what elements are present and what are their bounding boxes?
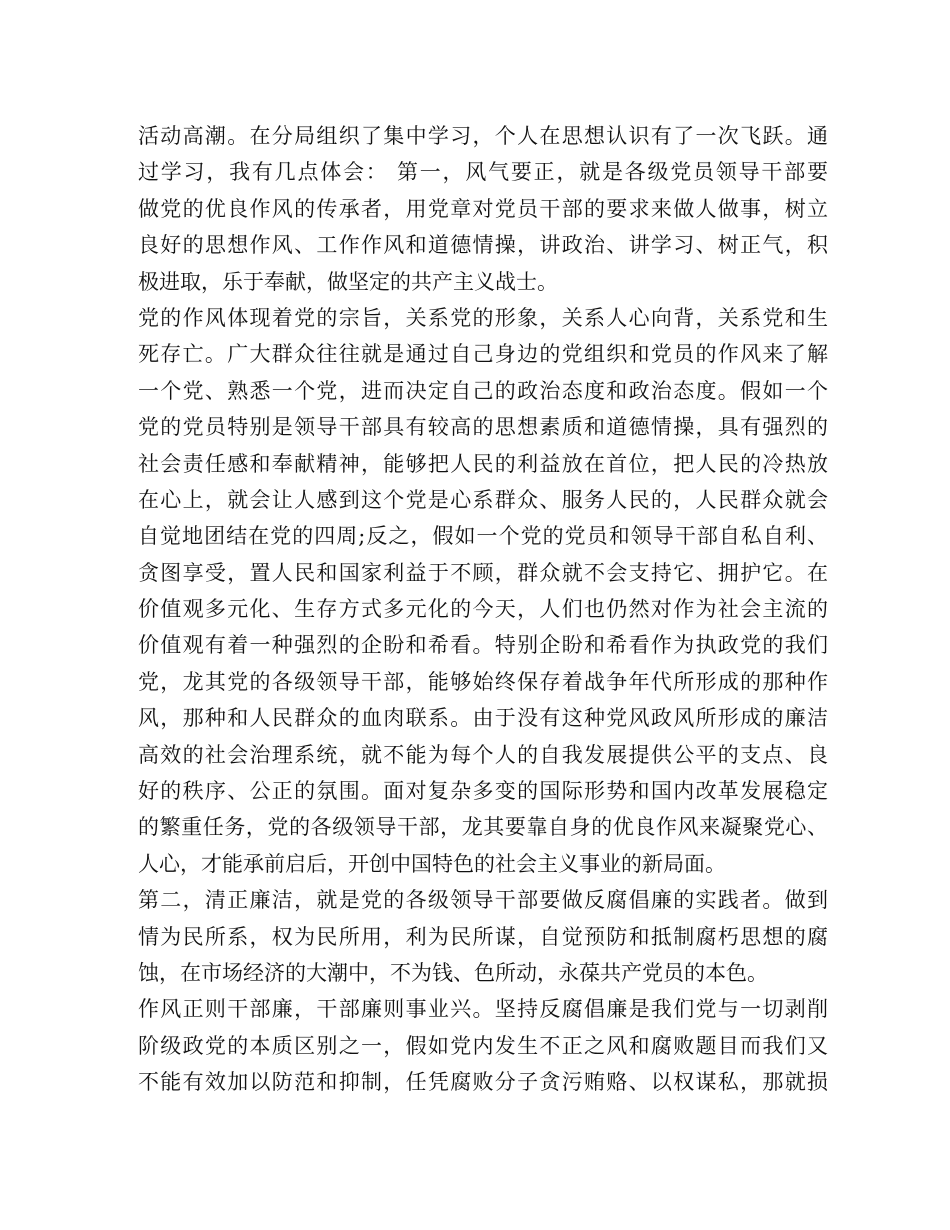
text-line: 贪图享受，置人民和国家利益于不顾，群众就不会支持它、拥护它。在 [138,560,828,585]
text-line: 过学习，我有几点体会： 第一，风气要正，就是各级党员领导干部要 [138,160,828,185]
text-line: 价值观多元化、生存方式多元化的今天，人们也仍然对作为社会主流的 [138,597,828,622]
text-line: 情为民所系，权为民所用，利为民所谋，自觉预防和抵制腐朽思想的腐 [138,924,828,949]
text-line: 作风正则干部廉，干部廉则事业兴。坚持反腐倡廉是我们党与一切剥削 [138,997,828,1022]
text-line: 风，那种和人民群众的血肉联系。由于没有这种党风政风所形成的廉洁 [138,706,828,731]
document-page [138,118,828,1101]
text-line: 极进取，乐于奉献，做坚定的共产主义战士。 [138,269,558,294]
text-line: 自觉地团结在党的四周;反之，假如一个党的党员和领导干部自私自利、 [138,524,828,549]
text-line: 在心上，就会让人感到这个党是心系群众、服务人民的，人民群众就会 [138,487,828,512]
text-line: 不能有效加以防范和抑制，任凭腐败分子贪污贿赂、以权谋私，那就损 [138,1070,828,1095]
text-line: 好的秩序、公正的氛围。面对复杂多变的国际形势和国内改革发展稳定 [138,779,828,804]
text-line: 第二，清正廉洁，就是党的各级领导干部要做反腐倡廉的实践者。做到 [138,888,828,913]
text-line: 良好的思想作风、工作作风和道德情操，讲政治、讲学习、树正气，积 [138,233,828,258]
text-line: 阶级政党的本质区别之一，假如党内发生不正之风和腐败题目而我们又 [138,1033,828,1058]
text-line: 死存亡。广大群众往往就是通过自己身边的党组织和党员的作风来了解 [138,342,828,367]
text-line: 一个党、熟悉一个党，进而决定自己的政治态度和政治态度。假如一个 [138,378,828,403]
text-line: 社会责任感和奉献精神，能够把人民的利益放在首位，把人民的冷热放 [138,451,828,476]
text-line: 做党的优良作风的传承者，用党章对党员干部的要求来做人做事，树立 [138,196,828,221]
text-line: 党，龙其党的各级领导干部，能够始终保存着战争年代所形成的那种作 [138,669,828,694]
text-line: 活动高潮。在分局组织了集中学习，个人在思想认识有了一次飞跃。通 [138,124,828,148]
text-line: 人心，才能承前启后，开创中国特色的社会主义事业的新局面。 [138,851,726,876]
text-line: 党的作风体现着党的宗旨，关系党的形象，关系人心向背，关系党和生 [138,305,828,330]
text-line: 蚀，在市场经济的大潮中，不为钱、色所动，永葆共产党员的本色。 [138,960,768,985]
text-line: 党的党员特别是领导干部具有较高的思想素质和道德情操，具有强烈的 [138,415,828,440]
text-line: 高效的社会治理系统，就不能为每个人的自我发展提供公平的支点、良 [138,742,828,767]
text-line: 价值观有着一种强烈的企盼和希看。特别企盼和希看作为执政党的我们 [138,633,828,658]
text-line: 的繁重任务，党的各级领导干部，龙其要靠自身的优良作风来凝聚党心、 [138,815,828,840]
